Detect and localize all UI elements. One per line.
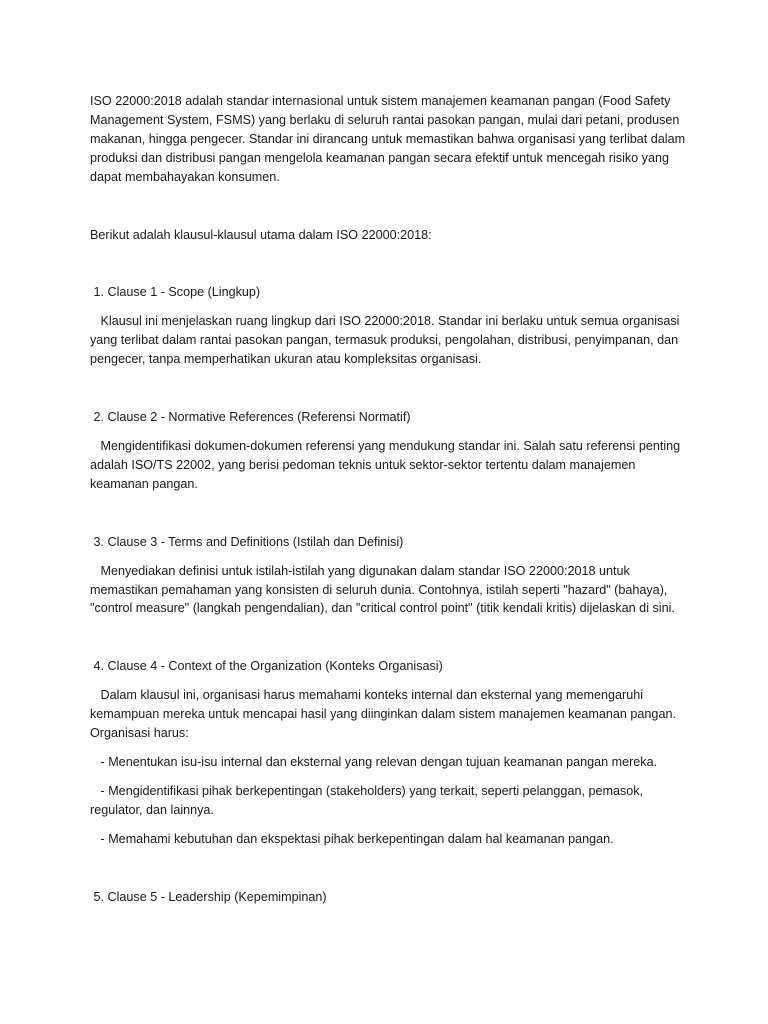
- bullet-item: - Menentukan isu-isu internal dan eksternal yang relevan dengan tujuan keamanan pangan mereka.: [90, 754, 658, 769]
- clause-1: [90, 283, 690, 369]
- document-page: [90, 92, 690, 916]
- intro-paragraph: ISO 22000:2018 adalah standar internasional untuk sistem manajemen keamanan pangan (Food Safety Management System, FSMS) yang berlaku di seluruh rantai pasokan pangan, mulai dari petani, produsen makanan, hingga pengecer. Standar ini dirancang untuk memastikan bahwa organisasi yang terlibat dalam produksi dan distribusi pangan mengelola keamanan pangan secara efektif untuk mencegah risiko yang dapat membahayakan konsumen.: [90, 94, 689, 184]
- clause-3: [90, 533, 690, 619]
- clause-5: [90, 888, 690, 907]
- clause-2: [90, 408, 690, 494]
- clause-body: Klausul ini menjelaskan ruang lingkup dari ISO 22000:2018. Standar ini berlaku untuk semua organisasi yang terlibat dalam rantai pasokan pangan, termasuk produksi, pengolahan, distribusi, penyimpanan, dan pengecer, tanpa memperhatikan ukuran atau kompleksitas organisasi.: [90, 314, 683, 367]
- clause-title: 5. Clause 5 - Leadership (Kepemimpinan): [90, 889, 327, 904]
- bullet-item: - Memahami kebutuhan dan ekspektasi pihak berkepentingan dalam hal keamanan pangan.: [90, 831, 614, 846]
- bullet-item: - Mengidentifikasi pihak berkepentingan (stakeholders) yang terkait, seperti pelanggan, pemasok, regulator, dan lainnya.: [90, 783, 647, 817]
- clause-title: 2. Clause 2 - Normative References (Referensi Normatif): [90, 410, 411, 425]
- clause-title: 1. Clause 1 - Scope (Lingkup): [90, 285, 261, 300]
- clause-title: 4. Clause 4 - Context of the Organization (Konteks Organisasi): [90, 659, 443, 674]
- clause-body: Mengidentifikasi dokumen-dokumen referensi yang mendukung standar ini. Salah satu referensi penting adalah ISO/TS 22002, yang berisi pedoman teknis untuk sektor-sektor tertentu dalam manajemen keamanan pangan.: [90, 438, 684, 491]
- clause-4: [90, 657, 690, 848]
- clause-body: Dalam klausul ini, organisasi harus memahami konteks internal dan eksternal yang memengaruhi kemampuan mereka untuk mencapai hasil yang diinginkan dalam sistem manajemen keamanan pangan. Organisasi harus:: [90, 688, 680, 741]
- clause-title: 3. Clause 3 - Terms and Definitions (Istilah dan Definisi): [90, 534, 404, 549]
- lead-paragraph: Berikut adalah klausul-klausul utama dalam ISO 22000:2018:: [90, 227, 432, 242]
- clause-body: Menyediakan definisi untuk istilah-istilah yang digunakan dalam standar ISO 22000:2018 untuk memastikan pemahaman yang konsisten di seluruh dunia. Contohnya, istilah seperti "hazard" (bahaya), "control measure" (langkah pengendalian), dan "critical control point" (titik kendali kritis) dijelaskan di sini.: [90, 563, 675, 616]
